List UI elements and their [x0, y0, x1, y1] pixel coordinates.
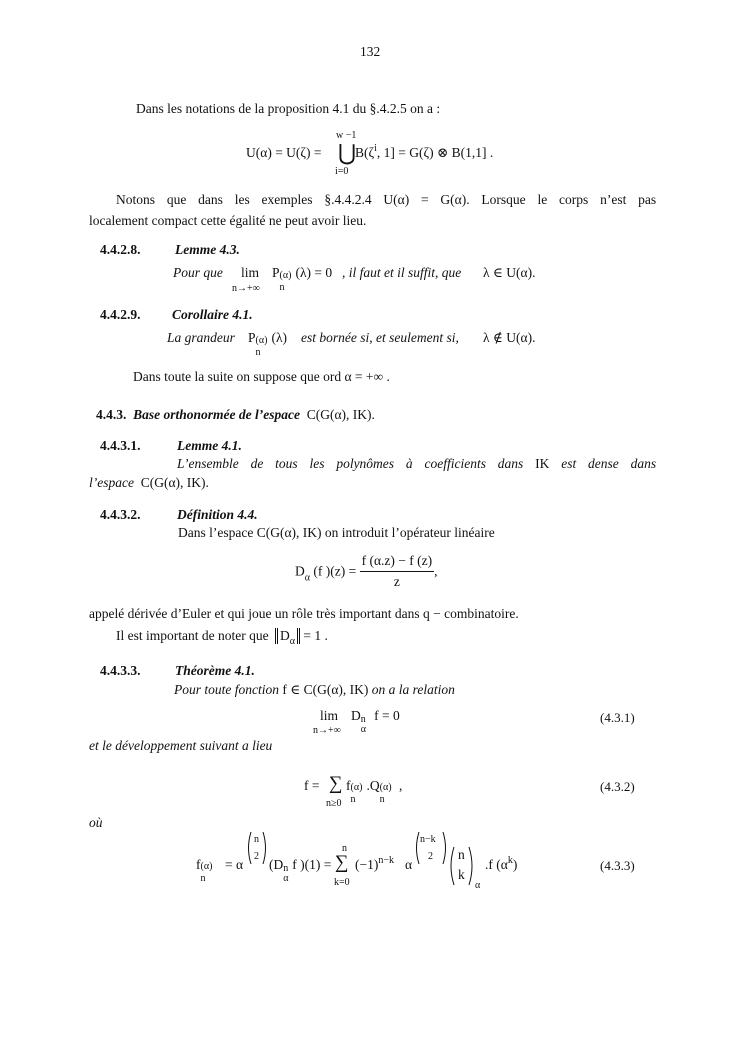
page-number: 132 — [360, 44, 381, 59]
q-base: .Q — [366, 778, 380, 793]
section-heading-443 — [96, 407, 375, 423]
equation-label: (4.3.1) — [600, 710, 635, 725]
euler-text: appelé dérivée d’Euler et qui joue un rôle très important dans q − combinatoire. — [89, 606, 519, 621]
binom-paren-left — [448, 846, 455, 886]
sum-subscript: k=0 — [334, 877, 350, 888]
lim-subscript: n→+∞ — [313, 725, 341, 736]
lemma-43-pre: Pour que — [173, 265, 223, 280]
binom-paren-right — [468, 846, 475, 886]
notons-line-1 — [116, 192, 656, 208]
development-text: et le développement suivant a lieu — [89, 738, 273, 753]
d-sub: α — [283, 873, 289, 884]
norm-rest: = 1 . — [303, 628, 328, 643]
word: à — [405, 456, 413, 471]
tail-base: .f (α — [485, 857, 508, 872]
fraction-numerator: f (α.z) − f (z) — [360, 553, 435, 572]
d-operator: D — [351, 708, 361, 723]
fn-sub: n — [350, 794, 356, 805]
eq-u-union-top: w −1 — [336, 130, 357, 141]
section-number-443: 4.4.3. — [96, 407, 127, 422]
equation-label: (4.3.3) — [600, 858, 635, 873]
eq3-fn — [196, 857, 217, 884]
fn-base: f — [196, 857, 201, 872]
d-sub: α — [289, 636, 295, 647]
lemma-43-cond: , il faut et il suffit, que — [342, 265, 462, 280]
eq3-alpha: α — [405, 857, 413, 872]
eq-u-lhs: U(α) = U(ζ) = — [246, 145, 322, 160]
p-sup: (α) — [279, 270, 292, 281]
definition-title-44: Définition 4.4. — [177, 507, 258, 522]
lemma-41-line-1 — [177, 456, 656, 472]
tail-end: ) — [512, 857, 518, 872]
polynomial-p — [248, 330, 288, 358]
word: que — [166, 192, 187, 207]
section-number-4429: 4.4.2.9. — [100, 307, 141, 322]
p-sub: n — [279, 282, 285, 293]
comma: , — [399, 778, 403, 793]
section-title-443: Base orthonormée de l’espace — [133, 407, 300, 422]
theorem-41-statement — [174, 682, 455, 698]
union-symbol: ⋃ — [338, 140, 357, 165]
intro-text: Dans les notations de la proposition 4.1 du §.4.2.5 on a : — [136, 101, 441, 116]
norm-note-pre: Il est important de noter que — [116, 628, 269, 643]
word: L’ensemble — [177, 456, 239, 471]
definition-44-text: Dans l’espace C(G(α), IK) on introduit l’opérateur linéaire — [178, 525, 495, 540]
section-space-443: C(G(α), IK). — [306, 407, 375, 422]
fn-sup: (α) — [200, 861, 213, 872]
euler-power — [351, 708, 400, 735]
word: Lorsque — [481, 192, 526, 207]
eq2-terms — [346, 778, 403, 805]
word: dans — [630, 456, 657, 471]
sign-base: (−1) — [355, 857, 379, 872]
d-sup: n — [283, 863, 289, 874]
eq-u-b1-sup: i — [374, 143, 377, 154]
d-sub: α — [360, 724, 366, 735]
lemma-43-end: λ ∈ U(α). — [483, 265, 536, 280]
assumption-text: Dans toute la suite on suppose que ord α = +∞ . — [133, 369, 390, 384]
theorem-post: on a la relation — [371, 682, 455, 697]
eq-u-rhs: , 1] = G(ζ) ⊗ B(1,1] . — [376, 145, 494, 160]
section-number-4431: 4.4.3.1. — [100, 438, 141, 453]
q-sub: n — [379, 794, 385, 805]
corollary-title-41: Corollaire 4.1. — [172, 307, 253, 322]
word: §.4.4.2.4 — [324, 192, 372, 207]
lemma-41-line-2 — [89, 475, 209, 491]
p-sup: (α) — [255, 335, 268, 346]
norm-note — [116, 628, 328, 647]
binom2-bottom: 2 — [428, 851, 433, 862]
d-sub: α — [304, 572, 310, 584]
eq-u-b1-base: B(ζ — [355, 145, 375, 160]
word: pas — [638, 192, 657, 207]
word: dans — [497, 456, 524, 471]
word: polynômes — [336, 456, 395, 471]
sum-symbol: ∑ — [335, 852, 349, 873]
ou-text: où — [89, 815, 103, 830]
word: dans — [198, 192, 223, 207]
d-rest: f )(1) = — [292, 857, 332, 872]
section-number-4428: 4.4.2.8. — [100, 242, 141, 257]
word: de — [250, 456, 264, 471]
equation-label: (4.3.2) — [600, 779, 635, 794]
binom1-top: n — [254, 834, 259, 845]
lim-subscript: n→+∞ — [232, 283, 260, 294]
sign-sup: n−k — [378, 855, 394, 866]
lemma-title-41: Lemme 4.1. — [177, 438, 242, 453]
norm-expression — [275, 628, 300, 647]
lemma-41-line-2-space: C(G(α), IK). — [140, 475, 209, 490]
comma: , — [434, 563, 438, 579]
word: les — [309, 456, 325, 471]
section-number-4432: 4.4.3.2. — [100, 507, 141, 522]
fn-base: f — [346, 778, 351, 793]
eq1-rest: f = 0 — [374, 708, 400, 723]
word: coefficients — [424, 456, 486, 471]
corollary-end: λ ∉ U(α). — [483, 330, 536, 345]
word: tous — [275, 456, 298, 471]
eq3-eq-alpha: = α — [225, 857, 244, 872]
eq3-d-term — [269, 857, 332, 884]
p-rest: (λ) — [271, 330, 288, 345]
corollary-pre: La grandeur — [167, 330, 235, 345]
d-operator: (D — [269, 857, 284, 872]
binom-paren-right — [262, 831, 268, 865]
d-arg: (f )(z) = — [313, 563, 357, 579]
lim-operator: lim — [320, 708, 339, 723]
p-rest: (λ) = 0 — [295, 265, 333, 280]
p-base: P — [248, 330, 256, 345]
theorem-title-41: Théorème 4.1. — [175, 663, 255, 678]
q-sup: (α) — [379, 782, 392, 793]
sum-top: n — [342, 843, 347, 854]
word: dense — [588, 456, 619, 471]
word: corps — [559, 192, 589, 207]
eq3-tail — [485, 857, 517, 873]
fraction-denominator: z — [393, 574, 400, 589]
fn-sup: (α) — [350, 782, 363, 793]
binom3-sub: α — [475, 880, 481, 891]
fn-sub: n — [200, 873, 206, 884]
lemma-41-line-2-pre: l’espace — [89, 475, 134, 490]
sum-symbol: ∑ — [329, 773, 343, 794]
lim-operator: lim — [241, 265, 260, 280]
d-sup: n — [360, 714, 366, 725]
corollary-cond: est bornée si, et seulement si, — [301, 330, 459, 345]
binom-paren-left — [246, 831, 252, 865]
word: exemples — [261, 192, 313, 207]
euler-fraction — [360, 553, 438, 590]
section-number-4433: 4.4.3.3. — [100, 663, 141, 678]
binom2-top: n−k — [420, 834, 436, 845]
inline-equation: U(α) = G(α). — [383, 192, 470, 207]
lemma-title-43: Lemme 4.3. — [175, 242, 240, 257]
binom3-top: n — [458, 847, 465, 862]
polynomial-p — [272, 265, 333, 293]
tail-sup: k — [507, 855, 513, 866]
theorem-math: f ∈ C(G(α), IK) — [282, 682, 369, 697]
word: n’est — [600, 192, 627, 207]
euler-derivative-equation — [295, 553, 438, 590]
d-operator: D — [279, 628, 290, 643]
word: Notons — [116, 192, 156, 207]
eq2-f: f = — [304, 778, 320, 793]
binom1-bottom: 2 — [254, 851, 259, 862]
word: le — [537, 192, 548, 207]
d-operator: D — [295, 563, 305, 579]
word-ik: IK — [535, 456, 550, 471]
theorem-pre: Pour toute fonction — [174, 682, 279, 697]
sum-subscript: n≥0 — [326, 798, 342, 809]
binom3-bottom: k — [458, 867, 465, 882]
p-base: P — [272, 265, 280, 280]
eq3-sign — [355, 857, 394, 873]
notons-line-2: localement compact cette égalité ne peut avoir lieu. — [89, 213, 367, 228]
word: les — [234, 192, 250, 207]
word: est — [561, 456, 577, 471]
p-sub: n — [255, 347, 261, 358]
eq-u-union-bottom: i=0 — [335, 166, 349, 177]
eq-u-b1 — [355, 145, 493, 161]
